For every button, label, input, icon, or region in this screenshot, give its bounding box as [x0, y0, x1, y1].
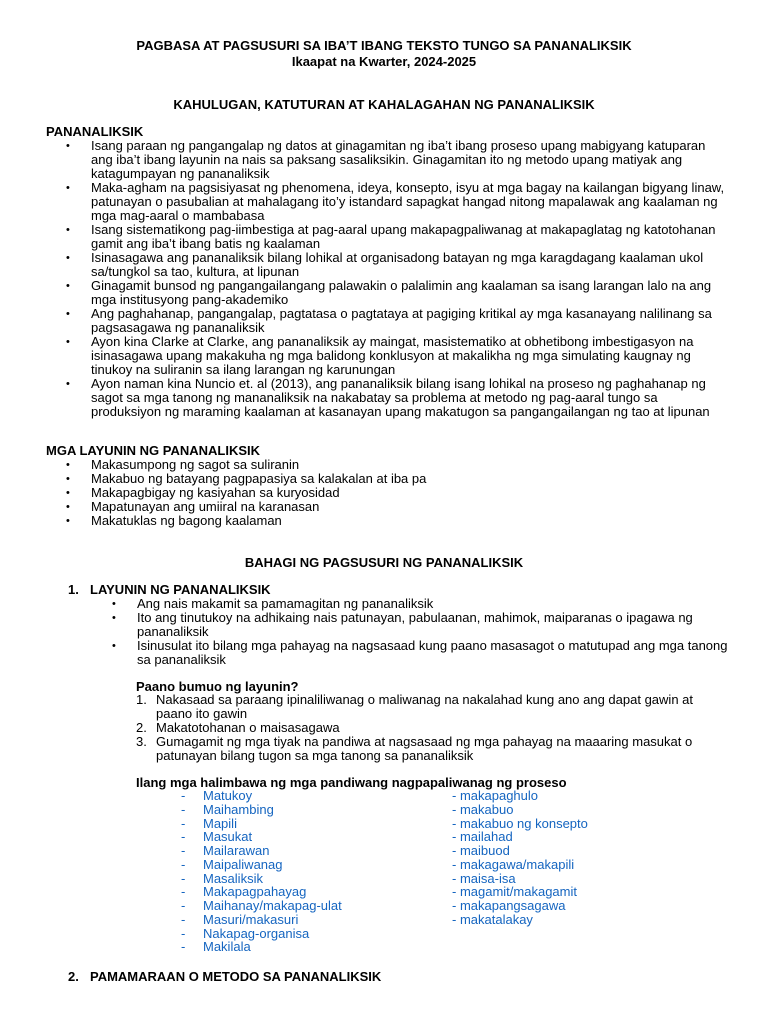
bullet-icon: •	[66, 515, 70, 527]
list-item: - makabuo ng konsepto	[452, 815, 588, 831]
dash-icon: -	[181, 939, 186, 955]
list-item: - Makapagpahayag	[181, 884, 307, 900]
list-item: - Mailarawan	[181, 843, 270, 858]
list-item: • Ito ang tinutukoy na adhikaing nais patunayan, pabulaanan, mahimok, maiparanas o ipagawa ng pananaliksik	[112, 610, 693, 639]
section-2-heading	[68, 969, 381, 984]
bahagi-heading: BAHAGI NG PAGSUSURI NG PANANALIKSIK	[244, 555, 524, 570]
pananaliksik-list	[66, 139, 726, 419]
main-heading: KAHULUGAN, KATUTURAN AT KAHALAGAHAN NG PANANALIKSIK	[173, 97, 595, 112]
document-title: PAGBASA AT PAGSUSURI SA IBA’T IBANG TEKSTO TUNGO SA PANANALIKSIK	[136, 38, 632, 53]
list-item: • Isang sistematikong pag-iimbestiga at pag-aaral upang makapagpaliwanag at makapaglatag ng katotohanan gamit ang iba’t ibang batis ng kaalaman	[66, 222, 716, 251]
bullet-icon: •	[66, 501, 70, 513]
section-title: PAMAMARAAN O METODO SA PANANALIKSIK	[90, 969, 382, 984]
list-item: - makatalakay	[452, 911, 533, 927]
layunin-heading: MGA LAYUNIN NG PANANALIKSIK	[46, 443, 261, 458]
bullet-icon: •	[66, 252, 70, 264]
bullet-icon: •	[66, 378, 70, 390]
dash-icon: -	[181, 898, 186, 913]
list-item: - Masuri/makasuri	[181, 911, 299, 927]
document-subtitle: Ikaapat na Kwarter, 2024-2025	[291, 54, 477, 69]
dash-icon: -	[181, 801, 186, 817]
section-1-heading	[68, 582, 271, 597]
list-item: • Makabuo ng batayang pagpapasiya sa kalakalan at iba pa	[66, 471, 427, 486]
dash-icon: -	[181, 884, 186, 900]
list-item: • Makatuklas ng bagong kaalaman	[66, 513, 282, 528]
bullet-icon: •	[112, 640, 116, 652]
dash-icon: -	[181, 829, 186, 845]
dash-icon: -	[181, 911, 186, 927]
list-item: • Makasumpong ng sagot sa suliranin	[66, 457, 300, 472]
list-item: - Masukat	[181, 829, 253, 845]
list-item: - Maipaliwanag	[181, 856, 283, 872]
list-item: - mailahad	[452, 829, 513, 845]
list-item: • Isinasagawa ang pananaliksik bilang lohikal at organisadong batayan ng mga karagdagang kaalaman ukol sa/tungkol sa tao, kultura, at lipunan	[66, 250, 704, 279]
list-item: - Matukoy	[181, 788, 253, 803]
dash-icon: -	[181, 815, 186, 831]
list-item: • Maka-agham na pagsisiyasat ng phenomena, ideya, konsepto, isyu at mga bagay na kailangan bigyang linaw, patunayan o pasubalian at mahalagang ito’y istandard sapagkat hangad nitong mapalawak ang kaalaman ng mga mag-aaral o mambabasa	[66, 180, 725, 223]
list-item: - makabuo	[452, 801, 514, 817]
paano-list	[136, 693, 726, 763]
dash-icon: -	[181, 843, 186, 858]
bullet-icon: •	[66, 459, 70, 471]
list-item: - Maihambing	[181, 801, 274, 817]
list-item: - Makilala	[181, 939, 251, 955]
list-item: • Mapatunayan ang umiiral na karanasan	[66, 499, 320, 514]
list-item: • Isang paraan ng pangangalap ng datos at ginagamitan ng iba’t ibang proseso upang mabigyang katuparan ang iba’t ibang layunin na nais sa paksang sasaliksikin. Ginagamitan ito ng metodo upang matiyak ang katagumpayan ng pananaliksik	[66, 138, 706, 181]
list-item: - Mapili	[181, 815, 237, 831]
list-item: - magamit/makagamit	[452, 884, 577, 900]
halimbawa-heading: Ilang mga halimbawa ng mga pandiwang nagpapaliwanag ng proseso	[136, 775, 567, 790]
list-item: • Ginagamit bunsod ng pangangailangang palawakin o palalimin ang kaalaman sa isang larangan lalo na ang mga institusyong pang-akademiko	[66, 278, 712, 307]
dash-icon: -	[181, 788, 186, 803]
list-item: • Isinusulat ito bilang mga pahayag na nagsasaad kung paano masasagot o matutupad ang mga tanong sa pananaliksik	[112, 638, 728, 667]
list-item: • Ayon naman kina Nuncio et. al (2013), ang pananaliksik bilang isang lohikal na proseso ng paghahanap ng sagot sa mga tanong ng mananaliksik na nakabatay sa problema at metodo ng pag-aaral tungo sa produksiyon ng maraming kaalaman at kasanayan upang makatugon sa pangangailangan ng tao at lipunan	[66, 376, 710, 419]
list-item: - Masaliksik	[181, 870, 263, 886]
bullet-icon: •	[66, 182, 70, 194]
section-number: 1.	[68, 582, 79, 597]
bullet-icon: •	[66, 280, 70, 292]
bullet-icon: •	[112, 612, 116, 624]
list-item: - makapangsagawa	[452, 898, 566, 913]
layunin-list	[66, 458, 726, 528]
section-number: 2.	[68, 969, 79, 984]
pananaliksik-heading: PANANALIKSIK	[46, 124, 144, 139]
list-item: • Ang paghahanap, pangangalap, pagtatasa o pagtataya at pagiging kritikal ay mga kasanayang nalilinang sa pagsasagawa ng pananaliksik	[66, 306, 712, 335]
bullet-icon: •	[66, 140, 70, 152]
dash-icon: -	[181, 856, 186, 872]
list-item: - Maihanay/makapag-ulat	[181, 898, 342, 913]
list-item: • Makapagbigay ng kasiyahan sa kuryosidad	[66, 485, 340, 500]
bullet-icon: •	[66, 487, 70, 499]
bullet-icon: •	[66, 336, 70, 348]
list-item: • Ang nais makamit sa pamamagitan ng pananaliksik	[112, 596, 434, 611]
verbs-right-list	[452, 789, 722, 927]
dash-icon: -	[181, 870, 186, 886]
list-item: - makapaghulo	[452, 788, 538, 803]
list-item: - Nakapag-organisa	[181, 925, 310, 941]
list-item: • Ayon kina Clarke at Clarke, ang pananaliksik ay maingat, masistematiko at obhetibong imbestigasyon na isinasagawa upang makakuha ng mga balidong konklusyon at makalikha ng mga simulating kaugnay ng tinukoy na suliranin sa ilang larangan ng karunungan	[66, 334, 694, 377]
paano-heading: Paano bumuo ng layunin?	[136, 679, 299, 694]
list-item: 1. Nakasaad sa paraang ipinaliliwanag o maliwanag na nakalahad kung ano ang dapat gawin at paano ito gawin	[136, 692, 693, 721]
bullet-icon: •	[66, 224, 70, 236]
bullet-icon: •	[66, 473, 70, 485]
section-1-list	[112, 597, 728, 667]
list-item: - maibuod	[452, 843, 510, 858]
bullet-icon: •	[66, 308, 70, 320]
bullet-icon: •	[112, 598, 116, 610]
list-item: 3. Gumagamit ng mga tiyak na pandiwa at nagsasaad ng mga pahayag na maaaring masukat o patunayan bilang tugon sa mga tanong sa pananaliksik	[136, 734, 693, 763]
list-item: - maisa-isa	[452, 870, 516, 886]
dash-icon: -	[181, 925, 186, 941]
section-title: LAYUNIN NG PANANALIKSIK	[90, 582, 271, 597]
verbs-left-list	[181, 789, 441, 954]
list-item: 2. Makatotohanan o maisasagawa	[136, 720, 340, 735]
list-item: - makagawa/makapili	[452, 856, 575, 872]
